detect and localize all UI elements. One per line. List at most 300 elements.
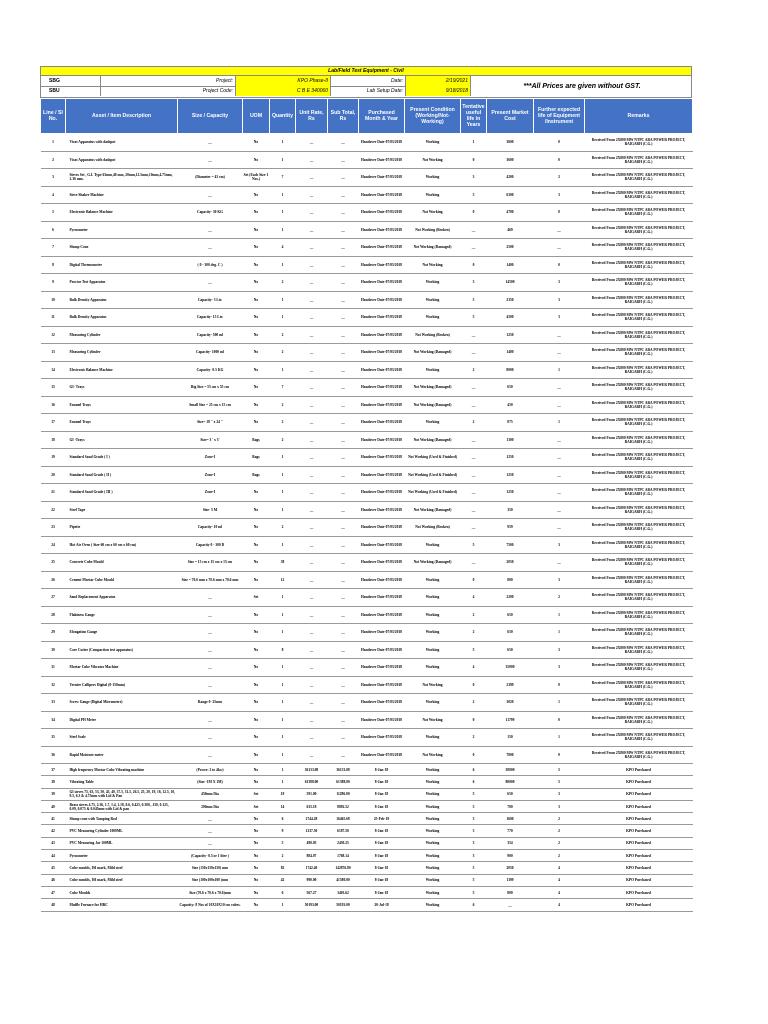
sbu-label: SBU (41, 86, 101, 96)
size-cell: __ (178, 825, 243, 837)
market-cost-cell: 3020 (487, 694, 534, 712)
further-life-cell: 0 (534, 204, 585, 222)
uom-cell: No (243, 291, 270, 309)
uom-cell: No (243, 729, 270, 747)
uom-cell: No (243, 134, 270, 152)
table-row (41, 396, 693, 414)
further-life-cell: 0 (534, 711, 585, 729)
purchased-cell: 8-Jan-18 (359, 862, 405, 874)
size-cell: Capacity 0 - 300 D (178, 536, 243, 554)
remarks-cell: KPO Purchased (585, 862, 693, 874)
condition-cell: Working (405, 850, 461, 862)
uom-cell: Bags (243, 466, 270, 484)
useful-life-cell: 5 (461, 862, 487, 874)
condition-cell: Working (405, 764, 461, 776)
size-cell: __ (178, 676, 243, 694)
purchased-cell: Handover Date-07/05/2018 (359, 414, 405, 432)
further-life-cell: 3 (534, 309, 585, 327)
market-cost-cell: 1600 (487, 813, 534, 825)
uom-cell: No (243, 837, 270, 849)
condition-cell: Not Working (Damaged) (405, 501, 461, 519)
description-cell: Cement Mortar Cube Mould (66, 571, 178, 589)
condition-cell: Working (405, 274, 461, 292)
size-cell: Size (100x100x100 )mm (178, 874, 243, 886)
quantity-cell: 1 (270, 776, 296, 788)
sbg-label: SBG (41, 76, 101, 86)
useful-life-cell: 0 (461, 711, 487, 729)
remarks-cell: Received From 2X800 MW NTPC ARA POWER PROJECT, RAIGARH (C.G.) (585, 519, 693, 537)
condition-cell: Working (405, 862, 461, 874)
condition-cell: Not Working (Broken) (405, 326, 461, 344)
unit-rate-cell: __ (296, 239, 328, 257)
condition-cell: Working (405, 606, 461, 624)
further-life-cell: __ (534, 466, 585, 484)
unit-rate-cell: 635.18 (296, 800, 328, 812)
useful-life-cell: __ (461, 344, 487, 362)
market-cost-cell: 650 (487, 379, 534, 397)
further-life-cell: __ (534, 326, 585, 344)
sub-total-cell: 1768.14 (328, 850, 359, 862)
table-row (41, 449, 693, 467)
size-cell: Small Size = 25 cm x 15 cm (178, 396, 243, 414)
size-cell: (Capacity- 0.5 or 1 litre ) (178, 850, 243, 862)
useful-life-cell: 2 (461, 606, 487, 624)
remarks-cell: KPO Purchased (585, 825, 693, 837)
quantity-cell: 1 (270, 711, 296, 729)
condition-cell: Working (405, 571, 461, 589)
size-cell: Capacity- 30 KG (178, 204, 243, 222)
table-row (41, 606, 693, 624)
remarks-cell: Received From 2X800 MW NTPC ARA POWER PROJECT, RAIGARH (C.G.) (585, 396, 693, 414)
unit-rate-cell: 567.27 (296, 886, 328, 898)
condition-cell: Working (405, 291, 461, 309)
market-cost-cell: 650 (487, 788, 534, 800)
further-life-cell: 2 (534, 837, 585, 849)
market-cost-cell: 11799 (487, 711, 534, 729)
useful-life-cell: __ (461, 396, 487, 414)
description-cell: GI- Trays (66, 379, 178, 397)
remarks-cell: Received From 2X800 MW NTPC ARA POWER PROJECT, RAIGARH (C.G.) (585, 274, 693, 292)
uom-cell: No (243, 414, 270, 432)
description-cell: Concrete Cube Mould (66, 554, 178, 572)
sub-total-cell: __ (328, 169, 359, 187)
condition-cell: Working (405, 361, 461, 379)
sl-no-cell: 39 (41, 788, 66, 800)
sl-no-cell: 47 (41, 886, 66, 898)
uom-cell: No (243, 571, 270, 589)
purchased-cell: Handover Date-07/05/2018 (359, 204, 405, 222)
unit-rate-cell: __ (296, 519, 328, 537)
sl-no-cell: 32 (41, 676, 66, 694)
condition-cell: Not Working (Damaged) (405, 379, 461, 397)
col-header: Further expected life of Equipment /Instrument (534, 99, 585, 134)
sl-no-cell: 25 (41, 554, 66, 572)
useful-life-cell: 2 (461, 414, 487, 432)
gst-note: ***All Prices are given without GST. (523, 83, 641, 90)
table-row (41, 239, 693, 257)
sub-total-cell: __ (328, 414, 359, 432)
purchased-cell: Handover Date-07/05/2018 (359, 659, 405, 677)
further-life-cell: 0 (534, 676, 585, 694)
table-row (41, 694, 693, 712)
table-row (41, 344, 693, 362)
sub-total-cell: 2450.25 (328, 837, 359, 849)
condition-cell: Working (405, 874, 461, 886)
sl-no-cell: 42 (41, 825, 66, 837)
uom-cell: No (243, 326, 270, 344)
condition-cell: Working (405, 837, 461, 849)
size-cell: Size= 3 ' x 3' (178, 431, 243, 449)
useful-life-cell: 3 (461, 274, 487, 292)
sl-no-cell: 4 (41, 186, 66, 204)
description-cell: Enamel Trays (66, 414, 178, 432)
size-cell: Capacity: 8 Nos of 10X10X10 cm cubes. (178, 899, 243, 911)
quantity-cell: 1 (270, 309, 296, 327)
further-life-cell: 3 (534, 641, 585, 659)
useful-life-cell: 5 (461, 788, 487, 800)
size-cell: __ (178, 606, 243, 624)
unit-rate-cell: __ (296, 571, 328, 589)
sub-total-cell: __ (328, 694, 359, 712)
purchased-cell: Handover Date-07/05/2018 (359, 484, 405, 502)
useful-life-cell: 6 (461, 764, 487, 776)
description-cell: Mortar Cube Vibrator Machine (66, 659, 178, 677)
market-cost-cell: 4700 (487, 204, 534, 222)
purchased-cell: Handover Date-07/05/2018 (359, 501, 405, 519)
project-value: KPO Phase-II (236, 76, 331, 86)
table-row (41, 776, 693, 788)
size-cell: Capacity- 15 Ltr. (178, 309, 243, 327)
remarks-cell: KPO Purchased (585, 788, 693, 800)
quantity-cell: 2 (270, 396, 296, 414)
inventory-sheet (40, 66, 692, 912)
description-cell: Digital Thermometer (66, 256, 178, 274)
purchased-cell: 8-Jan-18 (359, 837, 405, 849)
condition-cell: Working (405, 186, 461, 204)
quantity-cell: 1 (270, 746, 296, 764)
further-life-cell: 1 (534, 694, 585, 712)
sl-no-cell: 7 (41, 239, 66, 257)
quantity-cell: 1 (270, 256, 296, 274)
condition-cell: Working (405, 309, 461, 327)
condition-cell: Working (405, 589, 461, 607)
useful-life-cell: 2 (461, 624, 487, 642)
table-row (41, 788, 693, 800)
unit-rate-cell: __ (296, 221, 328, 239)
remarks-cell: KPO Purchased (585, 837, 693, 849)
condition-cell: Not Working (Damaged) (405, 396, 461, 414)
market-cost-cell: 8000 (487, 361, 534, 379)
remarks-cell: Received From 2X800 MW NTPC ARA POWER PROJECT, RAIGARH (C.G.) (585, 501, 693, 519)
table-row (41, 874, 693, 886)
description-cell: Muffle Furnace for HRC (66, 899, 178, 911)
useful-life-cell: 2 (461, 729, 487, 747)
remarks-cell: Received From 2X800 MW NTPC ARA POWER PROJECT, RAIGARH (C.G.) (585, 134, 693, 152)
size-cell: Size = 70.6 mm x 70.6 mm x 70.6 mm (178, 571, 243, 589)
sub-total-cell: __ (328, 711, 359, 729)
condition-cell: Working (405, 134, 461, 152)
uom-cell: No (243, 151, 270, 169)
size-cell: Size- 5 M (178, 501, 243, 519)
quantity-cell: 2 (270, 850, 296, 862)
remarks-cell: Received From 2X800 MW NTPC ARA POWER PROJECT, RAIGARH (C.G.) (585, 169, 693, 187)
condition-cell: Working (405, 414, 461, 432)
unit-rate-cell: __ (296, 659, 328, 677)
sl-no-cell: 44 (41, 850, 66, 862)
size-cell: Capacity- 0.5 KG (178, 361, 243, 379)
purchased-cell: Handover Date-07/05/2018 (359, 676, 405, 694)
date-label: Date: (331, 76, 406, 86)
sub-total-cell: 142876.80 (328, 862, 359, 874)
table-row (41, 641, 693, 659)
market-cost-cell: 1300 (487, 431, 534, 449)
uom-cell: No (243, 676, 270, 694)
description-cell: Rapid Moisture meter (66, 746, 178, 764)
sub-total-cell: __ (328, 134, 359, 152)
sub-total-cell: 16465.68 (328, 813, 359, 825)
sl-no-cell: 36 (41, 746, 66, 764)
description-cell: Electronic Balance Machine (66, 361, 178, 379)
sub-total-cell: __ (328, 589, 359, 607)
market-cost-cell: 1250 (487, 326, 534, 344)
condition-cell: Working (405, 899, 461, 911)
remarks-cell: Received From 2X800 MW NTPC ARA POWER PROJECT, RAIGARH (C.G.) (585, 221, 693, 239)
description-cell: Vibrating Table (66, 776, 178, 788)
unit-rate-cell: __ (296, 414, 328, 432)
remarks-cell: Received From 2X800 MW NTPC ARA POWER PROJECT, RAIGARH (C.G.) (585, 606, 693, 624)
table-row (41, 274, 693, 292)
sl-no-cell: 21 (41, 484, 66, 502)
uom-cell: No (243, 886, 270, 898)
remarks-cell: Received From 2X800 MW NTPC ARA POWER PROJECT, RAIGARH (C.G.) (585, 291, 693, 309)
purchased-cell: Handover Date-07/05/2018 (359, 274, 405, 292)
unit-rate-cell: __ (296, 151, 328, 169)
size-cell: __ (178, 624, 243, 642)
quantity-cell: 2 (270, 519, 296, 537)
useful-life-cell: 5 (461, 309, 487, 327)
sub-total-cell: 8892.52 (328, 800, 359, 812)
description-cell: Brass sieves 4.75, 2.36, 1.7, 1.4, 1.18, 0.6, 0.425, 0.300, .150, 0.125, 0.09, 0.075 & 0.045mm with Lid & pan (66, 800, 178, 812)
further-life-cell: __ (534, 554, 585, 572)
col-header: Remarks (585, 99, 693, 134)
purchased-cell: Handover Date-07/05/2018 (359, 554, 405, 572)
unit-rate-cell: __ (296, 186, 328, 204)
remarks-cell: Received From 2X800 MW NTPC ARA POWER PROJECT, RAIGARH (C.G.) (585, 536, 693, 554)
uom-cell: Bags (243, 431, 270, 449)
remarks-cell: Received From 2X800 MW NTPC ARA POWER PROJECT, RAIGARH (C.G.) (585, 624, 693, 642)
further-life-cell: 3 (534, 291, 585, 309)
col-header: Quantity (270, 99, 296, 134)
unit-rate-cell: 490.05 (296, 837, 328, 849)
table-row (41, 813, 693, 825)
sub-total-cell: 41580.00 (328, 874, 359, 886)
sl-no-cell: 18 (41, 431, 66, 449)
sl-no-cell: 46 (41, 874, 66, 886)
unit-rate-cell: __ (296, 449, 328, 467)
uom-cell: No (243, 813, 270, 825)
purchased-cell: Handover Date-07/05/2018 (359, 519, 405, 537)
further-life-cell: __ (534, 221, 585, 239)
further-life-cell: 1 (534, 606, 585, 624)
market-cost-cell: 6300 (487, 186, 534, 204)
project-info-block (40, 76, 692, 98)
size-cell: (Diameter = 45 cm) (178, 169, 243, 187)
useful-life-cell: __ (461, 449, 487, 467)
unit-rate-cell: __ (296, 501, 328, 519)
unit-rate-cell: __ (296, 431, 328, 449)
description-cell: Measuring Cylinder (66, 326, 178, 344)
market-cost-cell: 770 (487, 825, 534, 837)
purchased-cell: Handover Date-07/05/2018 (359, 151, 405, 169)
uom-cell: No (243, 624, 270, 642)
market-cost-cell: 7500 (487, 536, 534, 554)
purchased-cell: Handover Date-07/05/2018 (359, 466, 405, 484)
equipment-table (40, 98, 693, 912)
remarks-cell: Received From 2X800 MW NTPC ARA POWER PROJECT, RAIGARH (C.G.) (585, 554, 693, 572)
uom-cell: No (243, 501, 270, 519)
table-row (41, 221, 693, 239)
uom-cell: No (243, 874, 270, 886)
sub-total-cell: __ (328, 624, 359, 642)
quantity-cell: 1 (270, 899, 296, 911)
market-cost-cell: 354 (487, 837, 534, 849)
description-cell: Digital PH Meter (66, 711, 178, 729)
quantity-cell: 1 (270, 221, 296, 239)
quantity-cell: 1 (270, 204, 296, 222)
sl-no-cell: 41 (41, 813, 66, 825)
unit-rate-cell: __ (296, 344, 328, 362)
useful-life-cell: 1 (461, 134, 487, 152)
col-header: Unit Rate, Rs (296, 99, 328, 134)
condition-cell: Not Working (405, 151, 461, 169)
remarks-cell: Received From 2X800 MW NTPC ARA POWER PROJECT, RAIGARH (C.G.) (585, 449, 693, 467)
unit-rate-cell: __ (296, 676, 328, 694)
purchased-cell: 25-Feb-19 (359, 813, 405, 825)
sl-no-cell: 19 (41, 449, 66, 467)
table-row (41, 204, 693, 222)
sl-no-cell: 48 (41, 899, 66, 911)
market-cost-cell: 2200 (487, 589, 534, 607)
table-row (41, 886, 693, 898)
purchased-cell: Handover Date-07/05/2018 (359, 711, 405, 729)
market-cost-cell: 700 (487, 800, 534, 812)
market-cost-cell: 959 (487, 519, 534, 537)
quantity-cell: 8 (270, 641, 296, 659)
remarks-cell: Received From 2X800 MW NTPC ARA POWER PROJECT, RAIGARH (C.G.) (585, 746, 693, 764)
market-cost-cell: 800 (487, 886, 534, 898)
further-life-cell: __ (534, 379, 585, 397)
purchased-cell: Handover Date-07/05/2018 (359, 449, 405, 467)
size-cell: Size = 15 cm x 15 cm x 15 cm (178, 554, 243, 572)
uom-cell: Set (Each Size-1 Nos.) (243, 169, 270, 187)
further-life-cell: 0 (534, 746, 585, 764)
table-row (41, 899, 693, 911)
condition-cell: Working (405, 729, 461, 747)
size-cell: 450mm Dia (178, 788, 243, 800)
size-cell: __ (178, 589, 243, 607)
size-cell: __ (178, 239, 243, 257)
size-cell: Size (70.6 x 70.6 x 70.6)mm (178, 886, 243, 898)
useful-life-cell: __ (461, 484, 487, 502)
further-life-cell: __ (534, 239, 585, 257)
purchased-cell: Handover Date-07/05/2018 (359, 309, 405, 327)
remarks-cell: Received From 2X800 MW NTPC ARA POWER PROJECT, RAIGARH (C.G.) (585, 571, 693, 589)
useful-life-cell: __ (461, 239, 487, 257)
sl-no-cell: 17 (41, 414, 66, 432)
sl-no-cell: 45 (41, 862, 66, 874)
description-cell: Screw Gauge (Digital Micrometre) (66, 694, 178, 712)
further-life-cell: 2 (534, 825, 585, 837)
purchased-cell: Handover Date-07/05/2018 (359, 729, 405, 747)
condition-cell: Working (405, 624, 461, 642)
purchased-cell: Handover Date-07/05/2018 (359, 431, 405, 449)
remarks-cell: Received From 2X800 MW NTPC ARA POWER PROJECT, RAIGARH (C.G.) (585, 641, 693, 659)
condition-cell: Working (405, 169, 461, 187)
purchased-cell: Handover Date-07/05/2018 (359, 746, 405, 764)
description-cell: Measuring Cylinder (66, 344, 178, 362)
market-cost-cell: 4500 (487, 309, 534, 327)
description-cell: Electronic Balance Machine (66, 204, 178, 222)
condition-cell: Working (405, 659, 461, 677)
sl-no-cell: 15 (41, 379, 66, 397)
table-row (41, 800, 693, 812)
remarks-cell: Received From 2X800 MW NTPC ARA POWER PROJECT, RAIGARH (C.G.) (585, 694, 693, 712)
condition-cell: Working (405, 813, 461, 825)
sub-total-cell: __ (328, 571, 359, 589)
condition-cell: Not Working (Damaged) (405, 344, 461, 362)
size-cell: Size= 18 " x 24 " (178, 414, 243, 432)
condition-cell: Not Working (Damaged) (405, 239, 461, 257)
size-cell: __ (178, 746, 243, 764)
sl-no-cell: 33 (41, 694, 66, 712)
sl-no-cell: 8 (41, 256, 66, 274)
description-cell: Flakiness Gauge (66, 606, 178, 624)
col-header: Present Market Cost (487, 99, 534, 134)
purchased-cell: Handover Date-07/05/2018 (359, 344, 405, 362)
useful-life-cell: 4 (461, 589, 487, 607)
sub-total-cell: 3403.62 (328, 886, 359, 898)
sl-no-cell: 3 (41, 169, 66, 187)
useful-life-cell: 4 (461, 659, 487, 677)
sl-no-cell: 40 (41, 800, 66, 812)
purchased-cell: Handover Date-07/05/2018 (359, 134, 405, 152)
sl-no-cell: 16 (41, 396, 66, 414)
project-code-label: Project Code: (101, 86, 236, 96)
quantity-cell: 42 (270, 874, 296, 886)
sl-no-cell: 37 (41, 764, 66, 776)
remarks-cell: KPO Purchased (585, 899, 693, 911)
uom-cell: No (243, 694, 270, 712)
remarks-cell: Received From 2X800 MW NTPC ARA POWER PROJECT, RAIGARH (C.G.) (585, 256, 693, 274)
unit-rate-cell: __ (296, 729, 328, 747)
useful-life-cell: __ (461, 379, 487, 397)
quantity-cell: 1 (270, 291, 296, 309)
sub-total-cell: __ (328, 239, 359, 257)
table-row (41, 676, 693, 694)
col-header: Asset / Item Description (66, 99, 178, 134)
useful-life-cell: 3 (461, 169, 487, 187)
size-cell: Zone-I (178, 449, 243, 467)
purchased-cell: 8-Jan-18 (359, 764, 405, 776)
sub-total-cell: __ (328, 746, 359, 764)
further-life-cell: 4 (534, 886, 585, 898)
table-row (41, 746, 693, 764)
market-cost-cell: 450 (487, 396, 534, 414)
sub-total-cell: __ (328, 204, 359, 222)
useful-life-cell: 5 (461, 874, 487, 886)
sl-no-cell: 27 (41, 589, 66, 607)
useful-life-cell: 5 (461, 800, 487, 812)
